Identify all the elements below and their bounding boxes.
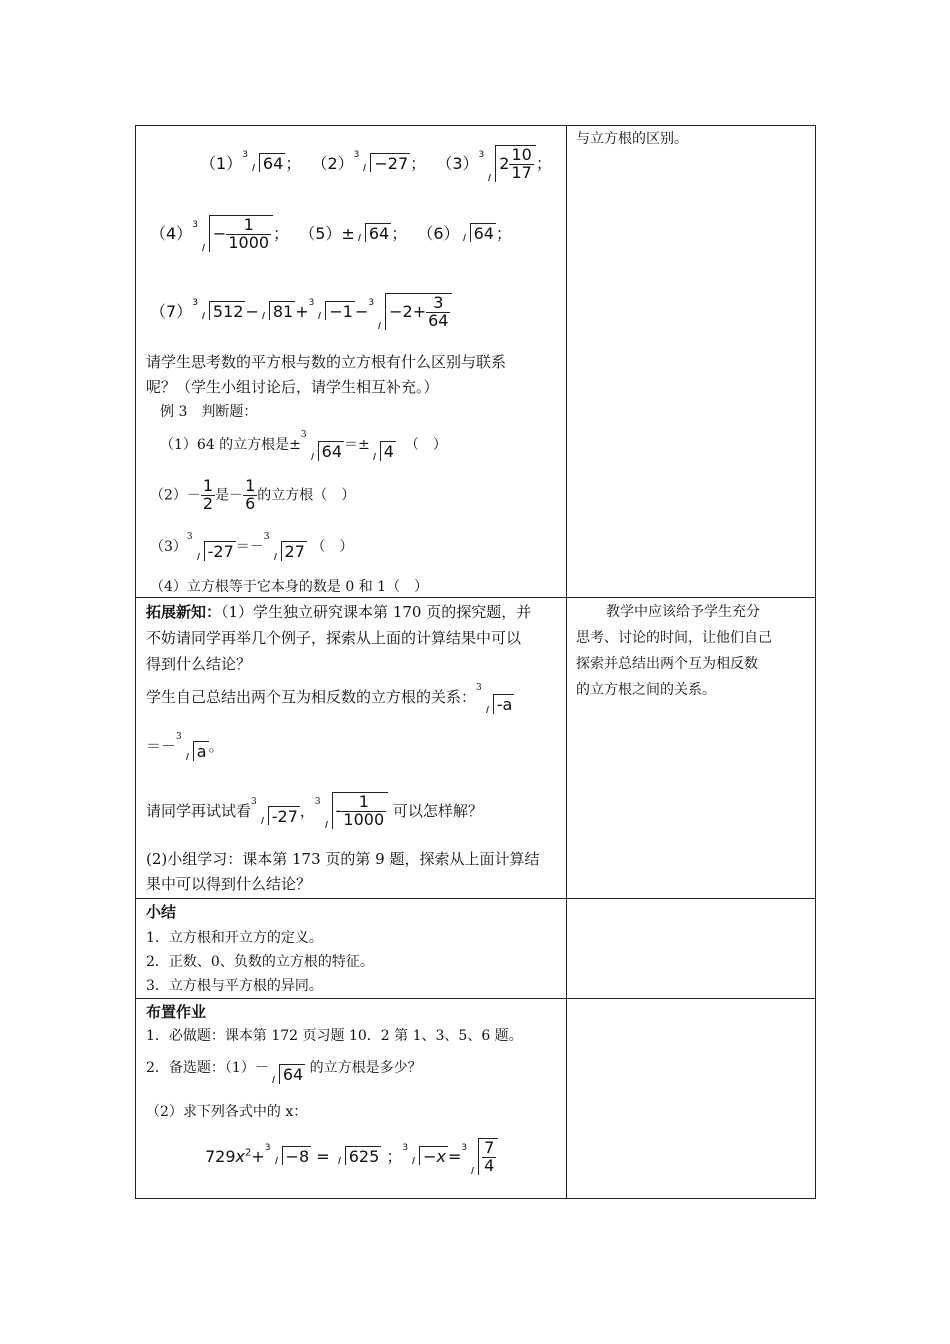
- judge-2: （2）－ $\frac{1}{2}$ 是－ $\frac{1}{6}$ 的立方根（ ）: [150, 476, 356, 513]
- homework-item-1: 1．必做题：课本第 172 页习题 10．2 第 1、3、5、6 题。: [146, 1028, 523, 1044]
- judge-3: $(3)^3-27 =-^327$ （ ）: [150, 532, 354, 561]
- summary-item-1: 1．立方根和开立方的定义。: [146, 930, 323, 946]
- summary-item-3: 3．立方根与平方根的异同。: [146, 978, 323, 994]
- teaching-note-2: 思考、讨论的时间，让他们自己: [576, 630, 772, 646]
- row-divider-2: [135, 898, 816, 899]
- question-line-1: 请学生思考数的平方根与数的立方根有什么区别与联系: [146, 353, 507, 371]
- homework-item-3: （2）求下列各式中的 x：: [146, 1104, 308, 1120]
- extension-line-8: 果中可以得到什么结论？: [146, 875, 312, 893]
- summary-item-2: 2．正数、0、负数的立方根的特征。: [146, 954, 374, 970]
- homework-item-2: 2．备选题：（1）－ 64 的立方根是多少？: [146, 1060, 422, 1084]
- extension-line-6: 请同学再试试看$^3$-27 ，$^3$ - $\frac{1}{1000}$ 可以怎样解？: [146, 792, 483, 829]
- teaching-note-4: 的立方根之间的关系。: [576, 682, 716, 698]
- homework-equations: $729x^2+^3 -8 = 625$ ；$^3$ −x =$^3$ $\frac{7}{4}$: [205, 1138, 498, 1175]
- judge-4: （4）立方根等于它本身的数是 0 和 1（ ）: [150, 579, 429, 595]
- judge-1: （1）64 的立方根是±$^3$64 ＝± 4 （ ）: [160, 430, 447, 461]
- row1-note: 与立方根的区别。: [576, 131, 688, 147]
- expr-line-3: $(7)^3$ 512 − 81 +$^3$ −1 −$^3$ −2+ $\frac{3}{64}$: [150, 293, 452, 330]
- expr-line-2: $(4)^3$ − $\frac{1}{1000}$ ； （5）± 64 ； （6） 64 ；: [150, 215, 512, 252]
- extension-line-7: (2)小组学习：课本第 173 页的第 9 题，探索从上面计算结: [146, 850, 540, 868]
- teaching-note-3: 探索并总结出两个互为相反数: [576, 656, 758, 672]
- question-line-2: 呢？（学生小组讨论后，请学生相互补充。）: [146, 378, 439, 396]
- example-3-heading: 例 3 判断题：: [160, 404, 258, 420]
- column-divider: [566, 125, 567, 1199]
- extension-line-2: 不妨请同学再举几个例子，探索从上面的计算结果中可以: [146, 629, 522, 647]
- extension-line-5: ＝－$^3$a 。: [146, 732, 224, 761]
- extension-line-4: 学生自己总结出两个互为相反数的立方根的关系：$^3$-a: [146, 683, 513, 714]
- extension-line-3: 得到什么结论？: [146, 655, 252, 673]
- expr-line-1: $(1)^3$ 64 ； $(2)^3 -27$ ； $(3)^3$ 2 $\frac{10}{17}$ ；: [200, 145, 552, 182]
- row-divider-3: [135, 998, 816, 999]
- summary-title: 小结: [146, 903, 177, 921]
- homework-title: 布置作业: [146, 1003, 207, 1021]
- extension-line-1: 拓展新知：（1）学生独立研究课本第 170 页的探究题，并: [146, 603, 532, 621]
- teaching-note-1: 教学中应该给予学生充分: [606, 604, 760, 620]
